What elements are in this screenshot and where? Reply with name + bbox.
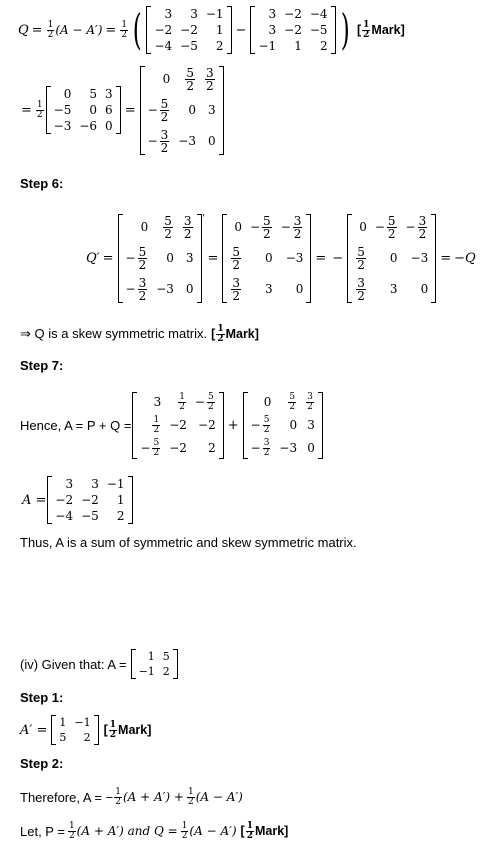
mark-badge: [ $\frac{1}{2}$ Mark] — [240, 820, 289, 841]
matrix-entry: 0 — [295, 282, 304, 296]
minus-q: −Q — [454, 250, 476, 266]
step-1-heading: Step 1: — [20, 690, 64, 705]
matrix-p — [132, 392, 223, 459]
matrix-entry: $\frac{5}{2}$ — [186, 65, 194, 93]
matrix-entry: $\frac{5}{2}$ — [164, 213, 172, 241]
matrix-a-transpose — [250, 6, 335, 54]
half-fraction: $\frac{1}{2}$ — [36, 99, 43, 120]
matrix-entry: 0 — [389, 251, 398, 265]
half-fraction: $\frac{1}{2}$ — [47, 19, 54, 40]
matrix-entry: −5 — [180, 39, 198, 53]
matrix-entry: − $\frac{3}{2}$ — [280, 213, 302, 241]
matrix-entry: 0 — [89, 103, 98, 117]
matrix-entry: $\frac{5}{2}$ — [289, 391, 296, 412]
part-iv-given-line: (iv) Given that: A = 1 5 −1 2 — [20, 646, 179, 682]
matrix-entry: $\frac{3}{2}$ — [206, 65, 214, 93]
matrix-entry: $\frac{3}{2}$ — [357, 275, 365, 303]
matrix-entry: − $\frac{3}{2}$ — [125, 275, 147, 303]
matrix-entry: 1 — [294, 39, 302, 53]
matrix-entry: 1 — [147, 650, 155, 663]
matrix-a — [146, 6, 231, 54]
matrix-entry: 3 — [65, 477, 74, 491]
mark-badge: [ $\frac{1}{2}$ Mark] — [356, 19, 405, 40]
q-symbol: Q — [18, 22, 29, 38]
matrix-entry: −4 — [309, 7, 328, 21]
matrix-entry: 3 — [185, 251, 194, 265]
matrix-entry: − $\frac{5}{2}$ — [147, 96, 169, 124]
matrix-entry: −2 — [55, 493, 74, 507]
matrix-entry: 0 — [208, 134, 216, 148]
matrix-entry: − $\frac{5}{2}$ — [125, 244, 147, 272]
matrix-entry: −3 — [410, 251, 429, 265]
q-definition-line: Q = $\frac{1}{2}$ (A − A′) = $\frac{1}{2}$ ( 3 3 −1 −2 −2 1 −4 −5 2 − 3 −2 −4 3 −2 −5 −1 1 2 ) [ $\frac{1}{2}$ Mark] — [18, 5, 405, 54]
matrix-entry: 0 — [420, 282, 429, 296]
half-fraction: $\frac{1}{2}$ — [121, 19, 128, 40]
matrix-entry: 2 — [162, 665, 170, 678]
matrix-entry: −2 — [180, 23, 198, 37]
matrix-entry: −3 — [285, 251, 304, 265]
matrix-entry: −1 — [205, 7, 224, 21]
matrix-entry: 3 — [91, 477, 99, 491]
matrix-q — [140, 66, 224, 155]
matrix-entry: −2 — [198, 418, 216, 432]
matrix-entry: 3 — [164, 7, 173, 21]
matrix-q-negated — [347, 214, 436, 303]
matrix-entry: 1 — [59, 716, 67, 729]
matrix-entry: 3 — [153, 395, 162, 409]
step6-line: Q′ = 0 $\frac{5}{2}$ $\frac{3}{2}$ − $\frac{5}{2}$ 0 3 − $\frac{3}{2}$ −3 0 ′ = 0 − $\frac{5}{2}$ − $\frac{3}{2}$ $\frac{5}{2}$ 0 −3 $\frac{3}{2}$ 3 0 = − 0 − $\frac{5}{2}$ − $\frac{3}{2}$ $\frac{5}{2}$ 0 −3 $\frac{3}{2}$ 3 0 = −Q — [86, 212, 476, 303]
mark-badge: [ $\frac{1}{2}$ Mark] — [211, 323, 259, 344]
matrix-entry: − $\frac{3}{2}$ — [405, 213, 427, 241]
matrix-entry: −1 — [106, 477, 125, 491]
matrix-entry: −2 — [169, 441, 187, 455]
matrix-entry: 3 — [105, 87, 113, 101]
matrix-entry: −5 — [81, 509, 99, 523]
matrix-entry: 1 — [215, 23, 224, 37]
matrix-entry: −2 — [284, 23, 302, 37]
matrix-entry: − $\frac{5}{2}$ — [140, 437, 160, 458]
matrix-entry: 3 — [268, 7, 277, 21]
matrix-entry: 0 — [63, 87, 72, 101]
matrix-q — [118, 214, 202, 303]
matrix-entry: −3 — [53, 119, 72, 133]
matrix-entry: 1 — [116, 493, 125, 507]
matrix-entry: 3 — [268, 23, 277, 37]
matrix-a-2x2 — [131, 649, 178, 679]
matrix-entry: $\frac{1}{2}$ — [153, 414, 160, 435]
matrix-entry: 3 — [265, 282, 273, 296]
matrix-entry: 3 — [208, 103, 216, 117]
matrix-entry: 2 — [319, 39, 328, 53]
matrix-entry: 0 — [105, 119, 113, 133]
therefore-line: Therefore, A = − $\frac{1}{2}$ (A + A′) + $\frac{1}{2}$ (A − A′) — [20, 786, 243, 807]
matrix-entry: 0 — [188, 103, 196, 117]
matrix-entry: −5 — [53, 103, 72, 117]
skew-symmetric-line: ⇒ Q is a skew symmetric matrix. [ $\frac{1}{2}$ Mark] — [20, 323, 259, 344]
matrix-entry: −4 — [55, 509, 74, 523]
matrix-entry: − $\frac{5}{2}$ — [374, 213, 396, 241]
matrix-entry: −2 — [169, 418, 187, 432]
matrix-entry: 6 — [105, 103, 113, 117]
matrix-entry: $\frac{5}{2}$ — [357, 244, 365, 272]
matrix-entry: 5 — [59, 731, 67, 744]
matrix-entry: − $\frac{5}{2}$ — [194, 391, 214, 412]
matrix-entry: 5 — [89, 87, 98, 101]
matrix-entry: 3 — [389, 282, 398, 296]
q-result-line: = $\frac{1}{2}$ 0 5 3 −5 0 6 −3 −6 0 = 0 $\frac{5}{2}$ $\frac{3}{2}$ − $\frac{5}{2}$ 0 3 − $\frac{3}{2}$ −3 0 — [18, 62, 225, 158]
matrix-entry: −3 — [156, 282, 174, 296]
matrix-entry: −2 — [284, 7, 302, 21]
matrix-entry: −2 — [81, 493, 99, 507]
matrix-q — [243, 392, 323, 459]
expr-a-minus-at: (A − A′) — [55, 23, 103, 37]
matrix-entry: − $\frac{3}{2}$ — [250, 437, 270, 458]
matrix-a — [47, 476, 132, 524]
matrix-entry: 2 — [83, 731, 91, 744]
q-transpose-symbol: Q′ — [86, 250, 100, 266]
matrix-entry: − $\frac{5}{2}$ — [249, 213, 271, 241]
step-7-heading: Step 7: — [20, 358, 64, 373]
step-6-heading: Step 6: — [20, 176, 64, 191]
matrix-entry: $\frac{5}{2}$ — [232, 244, 240, 272]
thus-line: Thus, A is a sum of symmetric and skew symmetric matrix. — [20, 534, 357, 550]
matrix-entry: 0 — [140, 220, 149, 234]
matrix-entry: 0 — [289, 418, 298, 432]
matrix-entry: −2 — [154, 23, 173, 37]
matrix-entry: −3 — [279, 441, 298, 455]
matrix-entry: −1 — [258, 39, 277, 53]
a-matrix-line: A = 3 3 −1 −2 −2 1 −4 −5 2 — [22, 474, 134, 526]
matrix-entry: 5 — [162, 650, 170, 663]
let-pq-line: Let, P = $\frac{1}{2}$ (A + A′) and Q = $\frac{1}{2}$ (A − A′) [ $\frac{1}{2}$ Mark] — [20, 820, 289, 841]
matrix-entry: 0 — [263, 395, 272, 409]
matrix-entry: 0 — [307, 441, 315, 455]
matrix-entry: 3 — [190, 7, 198, 21]
matrix-entry: −4 — [154, 39, 173, 53]
mark-badge: [ $\frac{1}{2}$ Mark] — [103, 719, 152, 740]
matrix-a-transpose-2x2 — [51, 715, 98, 745]
matrix-entry: −3 — [178, 134, 196, 148]
matrix-entry: − $\frac{5}{2}$ — [250, 414, 270, 435]
matrix-entry: 0 — [166, 251, 174, 265]
matrix-entry: $\frac{1}{2}$ — [179, 391, 185, 412]
matrix-entry: 2 — [116, 509, 125, 523]
matrix-entry: −6 — [79, 119, 98, 133]
a-transpose-line: A′ = 1 −1 5 2 [ $\frac{1}{2}$ Mark] — [20, 716, 152, 744]
matrix-entry: 2 — [208, 441, 216, 455]
matrix-entry: $\frac{3}{2}$ — [307, 391, 313, 412]
matrix-entry: 2 — [215, 39, 224, 53]
matrix-entry: −1 — [74, 716, 91, 729]
matrix-entry: 0 — [359, 220, 367, 234]
matrix-entry: 0 — [162, 72, 171, 86]
hence-label: Hence, A = P + Q = — [20, 417, 132, 433]
matrix-q-transposed — [222, 214, 311, 303]
matrix-entry: $\frac{3}{2}$ — [232, 275, 240, 303]
matrix-entry: $\frac{3}{2}$ — [183, 213, 192, 241]
matrix-entry: 0 — [234, 220, 242, 234]
matrix-entry: −1 — [138, 665, 155, 678]
step7-line: Hence, A = P + Q = 3 $\frac{1}{2}$ − $\frac{5}{2}$ $\frac{1}{2}$ −2 −2 − $\frac{5}{2}$ −2 2 + 0 $\frac{5}{2}$ $\frac{3}{2}$ − $\frac{5}{2}$ 0 3 − $\frac{3}{2}$ −3 0 — [20, 384, 324, 466]
matrix-q-unscaled — [46, 86, 121, 134]
matrix-entry: −5 — [309, 23, 328, 37]
matrix-entry: 0 — [265, 251, 273, 265]
matrix-entry: 3 — [307, 418, 315, 432]
matrix-entry: 0 — [185, 282, 194, 296]
matrix-entry: − $\frac{3}{2}$ — [147, 127, 169, 155]
step-2-heading: Step 2: — [20, 756, 64, 771]
